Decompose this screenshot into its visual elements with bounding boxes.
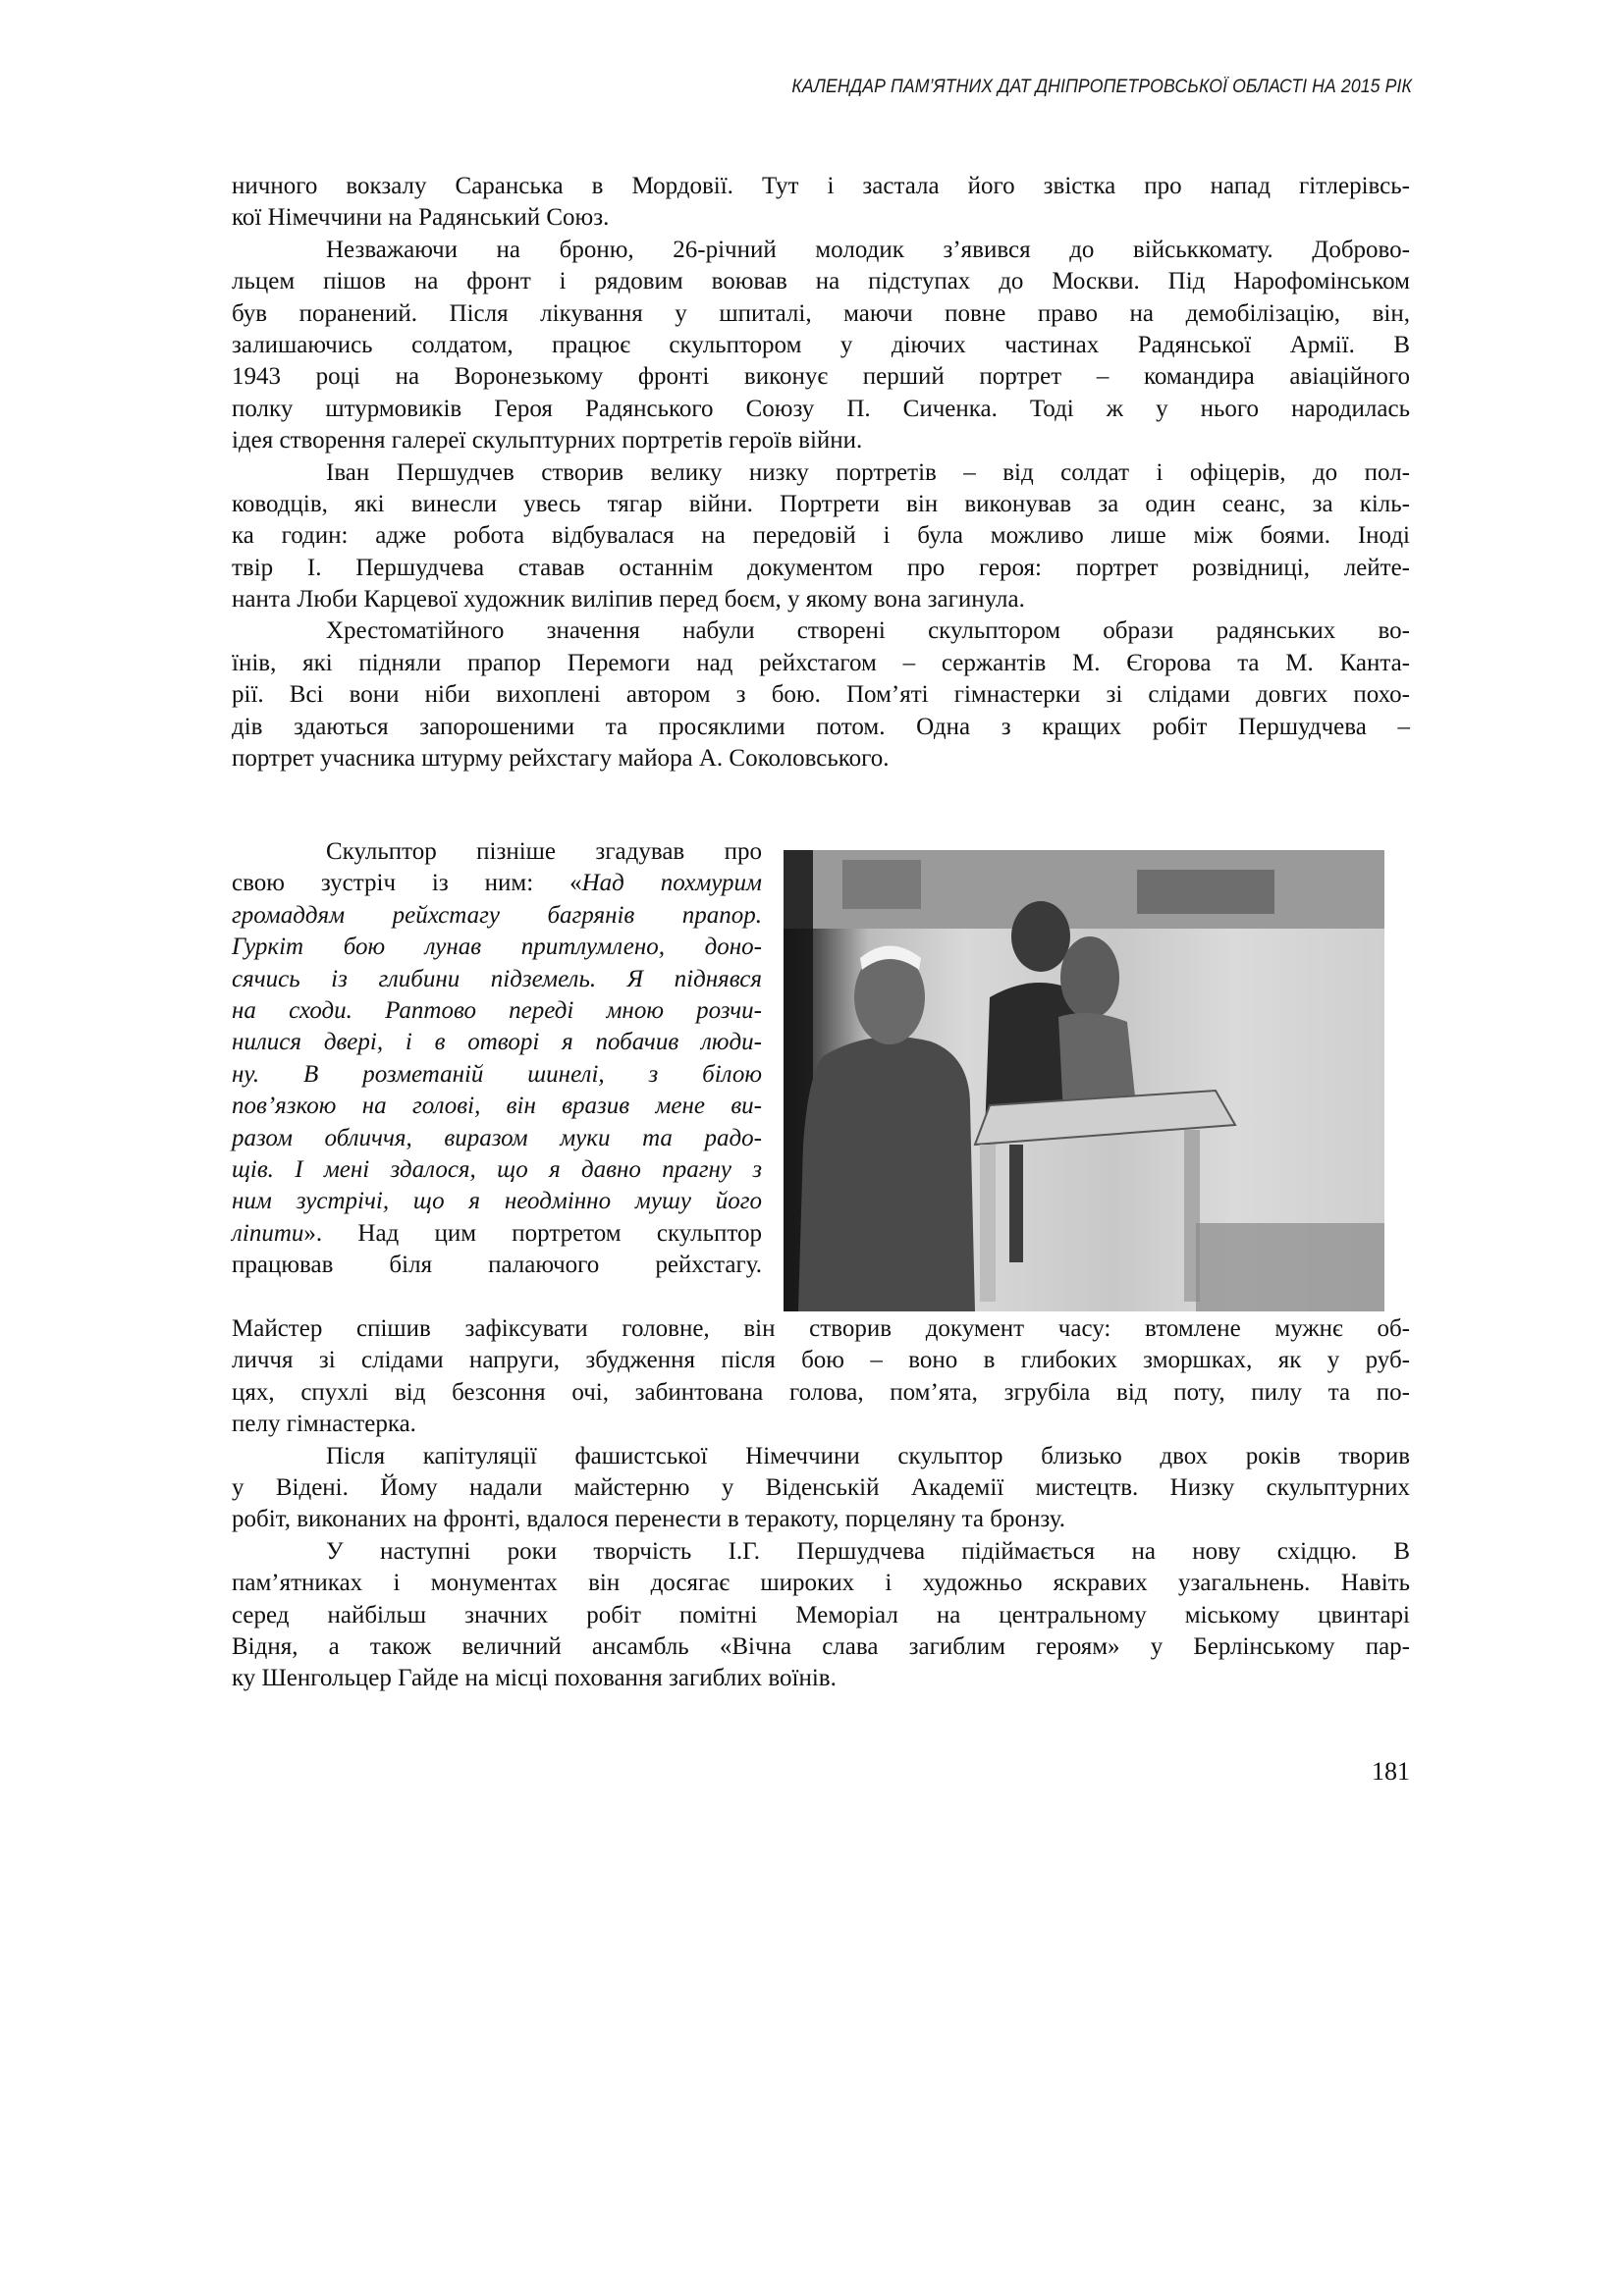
table-leg: [980, 1145, 996, 1302]
text-line: ка годин: адже робота відбувалася на передовій і була можливо лише між боями. Іноді: [232, 522, 1410, 550]
photo-ground: [1196, 1223, 1384, 1311]
text-line: личчя зі слідами напруги, збудження після бою – воно в глибоких зморшках, як у руб-: [232, 1347, 1410, 1374]
clay-bust-head: [1060, 936, 1119, 1019]
paragraph-start: Незважаючи на броню, 26-річний молодик з’явився до військкомату. Доброво-: [326, 236, 1410, 263]
text-line: ководців, які винесли увесь тягар війни. Портрети він виконував за один сеанс, за кіль-: [232, 490, 1410, 517]
table-leg-shadow: [1009, 1145, 1023, 1262]
sculptor-head: [1011, 901, 1070, 972]
photo-background-detail: [842, 860, 921, 909]
text-line: рії. Всі вони ніби вихоплені автором з бою. Пом’яті гімнастерки зі слідами довгих похо-: [232, 681, 1410, 709]
text-line: ідея створення галереї скульптурних портретів героїв війни.: [232, 427, 863, 454]
paragraph-start: Скульптор пізніше згадував про: [326, 838, 762, 865]
text-line: [232, 868, 762, 899]
quote-line: ним зустрічі, що я неодмінно мушу його: [232, 1188, 762, 1215]
quote-line: громаддям рейхстагу багрянів прапор.: [232, 901, 762, 929]
quote-line: пов’язкою на голові, він вразив мене ви-: [232, 1093, 762, 1120]
text-line: [232, 1218, 762, 1250]
text-line: їнів, які підняли прапор Перемоги над рейхстагом – сержантів М. Єгорова та М. Канта-: [232, 649, 1410, 676]
text-line: 1943 році на Воронезькому фронті виконує перший портрет – командира авіаційного: [232, 363, 1410, 391]
text-line: льцем пішов на фронт і рядовим воював на підступах до Москви. Під Нарофомінськом: [232, 268, 1410, 295]
quote-line: нилися двері, і в отворі я побачив люди-: [232, 1029, 762, 1056]
text-line: полку штурмовиків Героя Радянського Союзу П. Сиченка. Тоді ж у нього народилась: [232, 395, 1410, 422]
text-line: пам’ятниках і монументах він досягає широких і художньо яскравих узагальнень. Навіть: [232, 1570, 1410, 1597]
text-block-bottom: [232, 1313, 1410, 1695]
text-line: у Відені. Йому надали майстерню у Віденській Академії мистецтв. Низку скульптурних: [232, 1473, 1410, 1501]
text-line: серед найбільш значних робіт помітні Меморіал на центральному міському цвинтарі: [232, 1601, 1410, 1629]
quote-line: разом обличчя, виразом муки та радо-: [232, 1124, 762, 1151]
text-line: цях, спухлі від безсоння очі, забинтована голова, пом’ята, згрубіла від поту, пилу та по-: [232, 1378, 1410, 1406]
quote-line: щів. І мені здалося, що я давно прагну з: [232, 1155, 762, 1183]
text-line: ничного вокзалу Саранська в Мордовії. Тут і застала його звістка про напад гітлерівсь-: [232, 173, 1410, 199]
paragraph-start: Після капітуляції фашистської Німеччини скульптор близько двох років творив: [326, 1442, 1410, 1469]
text-line: кої Німеччини на Радянський Союз.: [232, 204, 610, 232]
quote-line: сячись із глибини підземель. Я піднявся: [232, 965, 762, 992]
quote-line: на сходи. Раптово переді мною розчи-: [232, 996, 762, 1024]
running-header: КАЛЕНДАР ПАМ’ЯТНИХ ДАТ ДНІПРОПЕТРОВСЬКОЇ ОБЛАСТІ НА 2015 РІК: [791, 77, 1412, 97]
text-line: нанта Люби Карцевої художник виліпив перед боєм, у якому вона загинула.: [232, 586, 1025, 614]
paragraph-start: Хрестоматійного значення набули створені скульптором образи радянських во-: [326, 617, 1410, 645]
text-line: залишаючись солдатом, працює скульптором у діючих частинах Радянської Армії. В: [232, 331, 1410, 358]
quote-line: Гуркіт бою лунав притлумлено, доно-: [232, 934, 762, 961]
photo-background-detail: [1137, 870, 1274, 914]
text-line: Відня, а також величний ансамбль «Вічна слава загиблим героям» у Берлінському пар-: [232, 1632, 1410, 1660]
paragraph-start: Іван Першудчев створив велику низку портретів – від солдат і офіцерів, до пол-: [326, 458, 1410, 486]
quote-line: ну. В розметаній шинелі, з білою: [232, 1060, 762, 1088]
plain-text: ». Над цим портретом скульптор: [303, 1219, 762, 1247]
soldier-figure: [798, 1037, 975, 1311]
historical-photo: [784, 850, 1384, 1311]
paragraph-start: У наступні роки творчість І.Г. Першудчева підіймається на нову східцю. В: [326, 1537, 1410, 1565]
text-line: пелу гімнастерка.: [232, 1411, 416, 1438]
plain-text: свою зустріч із ним: «: [232, 870, 582, 897]
text-block-beside-photo: [232, 836, 762, 1281]
text-line: твір І. Першудчева ставав останнім документом про героя: портрет розвідниці, лейте-: [232, 554, 1410, 581]
quote-text: Над похмурим: [581, 870, 762, 897]
text-line: Майстер спішив зафіксувати головне, він створив документ часу: втомлене мужнє об-: [232, 1315, 1410, 1342]
text-line: дів здаються запорошеними та просяклими потом. Одна з кращих робіт Першудчева –: [232, 713, 1410, 740]
page-number: 181: [1372, 1757, 1410, 1786]
text-line: був поранений. Після лікування у шпиталі, маючи повне право на демобілізацію, він,: [232, 299, 1410, 327]
quote-text: ліпити: [232, 1219, 304, 1247]
text-line: робіт, виконаних на фронті, вдалося перенести в теракоту, порцеляну та бронзу.: [232, 1506, 1065, 1533]
text-line: портрет учасника штурму рейхстагу майора А. Соколовського.: [232, 745, 890, 773]
photo-illustration: [784, 850, 1384, 1311]
text-block-top: [232, 171, 1410, 774]
text-line: ку Шенгольцер Гайде на місці поховання загиблих воїнів.: [232, 1665, 837, 1692]
text-line: працював біля палаючого рейхстагу.: [232, 1252, 762, 1279]
